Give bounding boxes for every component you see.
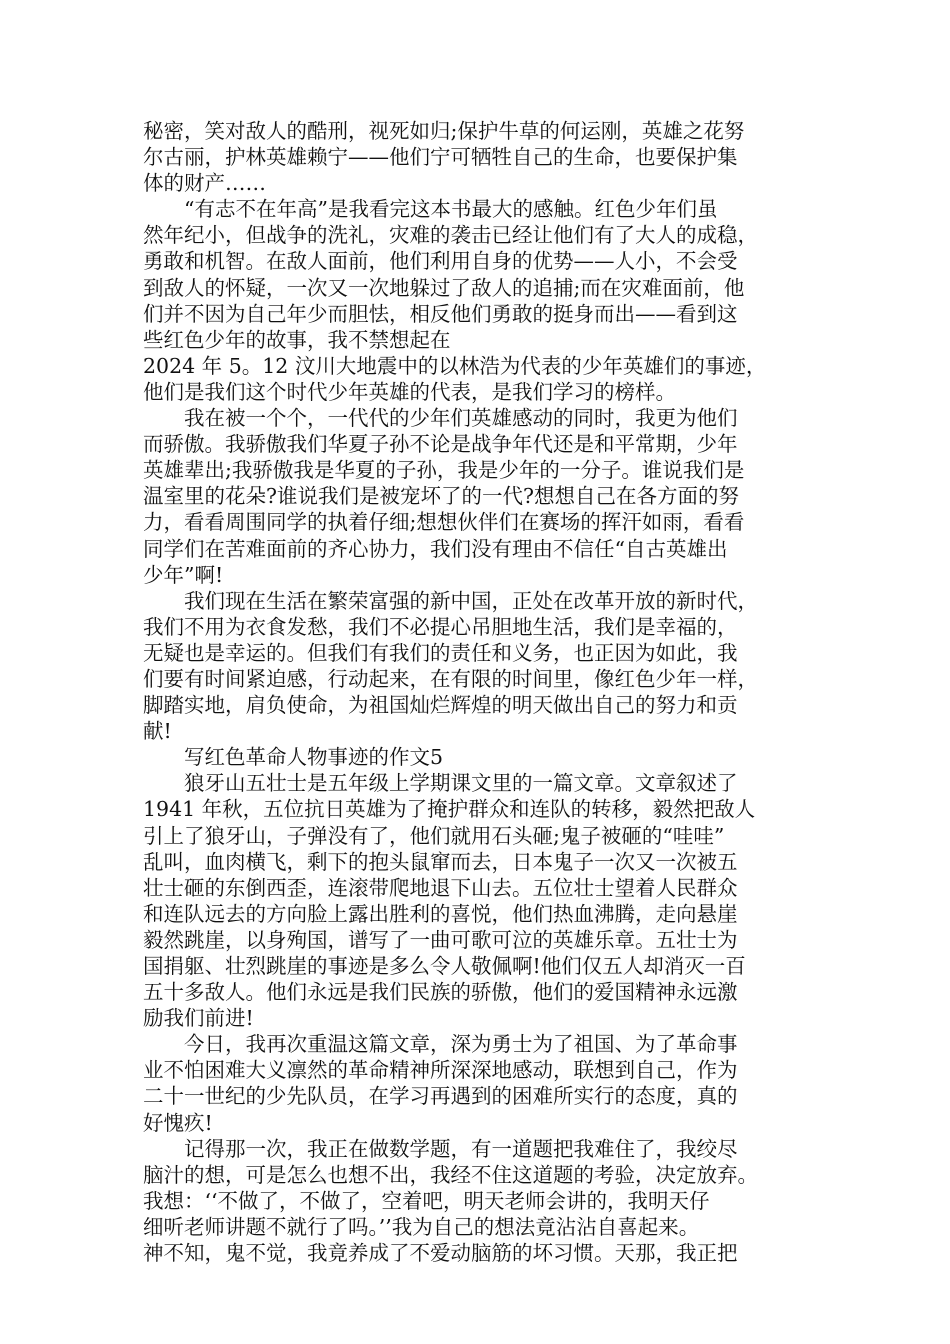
heading-line: 写红色革命人物事迹的作文5 bbox=[143, 745, 444, 770]
text-line: 我在被一个个，一代代的少年们英雄感动的同时，我更为他们 bbox=[143, 406, 738, 431]
text-line: 好愧疚! bbox=[143, 1110, 213, 1135]
text-line: 而骄傲。我骄傲我们华夏子孙不论是战争年代还是和平常期，少年 bbox=[143, 432, 738, 457]
text-line: 们并不因为自己年少而胆怯，相反他们勇敢的挺身而出——看到这 bbox=[143, 301, 738, 326]
text-line: 2024 年 5。12 汶川大地震中的以林浩为代表的少年英雄们的事迹， bbox=[143, 353, 767, 378]
paragraph-3 bbox=[143, 405, 829, 588]
text-line: 体的财产…… bbox=[143, 171, 266, 196]
text-line: 和连队远去的方向脸上露出胜利的喜悦，他们热血沸腾，走向悬崖 bbox=[143, 901, 738, 926]
text-line: “有志不在年高”是我看完这本书最大的感触。红色少年们虽 bbox=[143, 197, 718, 222]
text-line: 些红色少年的故事，我不禁想起在 bbox=[143, 327, 451, 352]
text-line: 励我们前进! bbox=[143, 1006, 254, 1031]
text-line: 神不知，鬼不觉，我竟养成了不爱动脑筋的坏习惯。天那，我正把 bbox=[143, 1241, 738, 1266]
text-line: 他们是我们这个时代少年英雄的代表，是我们学习的榜样。 bbox=[143, 379, 676, 404]
text-line: 二十一世纪的少先队员，在学习再遇到的困难所实行的态度，真的 bbox=[143, 1084, 738, 1109]
paragraph-6 bbox=[143, 1031, 829, 1135]
text-line: 无疑也是幸运的。但我们有我们的责任和义务，也正因为如此，我 bbox=[143, 640, 738, 665]
text-line: 乱叫，血肉横飞，剩下的抱头鼠窜而去，日本鬼子一次又一次被五 bbox=[143, 849, 738, 874]
text-line: 业不怕困难大义凛然的革命精神所深深地感动，联想到自己，作为 bbox=[143, 1058, 738, 1083]
text-line: 秘密，笑对敌人的酷刑，视死如归;保护牛草的何运刚，英雄之花努 bbox=[143, 119, 745, 143]
text-line: 我们现在生活在繁荣富强的新中国，正处在改革开放的新时代， bbox=[143, 588, 758, 613]
text-line: 狼牙山五壮士是五年级上学期课文里的一篇文章。文章叙述了 bbox=[143, 771, 738, 796]
paragraph-4 bbox=[143, 588, 829, 745]
paragraph-7 bbox=[143, 1136, 829, 1266]
text-line: 们要有时间紧迫感，行动起来，在有限的时间里，像红色少年一样， bbox=[143, 666, 758, 691]
text-line: 我们不用为衣食发愁，我们不必提心吊胆地生活，我们是幸福的， bbox=[143, 614, 738, 639]
text-line: 国捐躯、壮烈跳崖的事迹是多么令人敬佩啊!他们仅五人却消灭一百 bbox=[143, 954, 746, 978]
section-heading bbox=[143, 744, 829, 770]
paragraph-2 bbox=[143, 196, 829, 405]
text-line: 我想：‘‘不做了，不做了，空着吧，明天老师会讲的，我明天仔 bbox=[143, 1188, 710, 1213]
text-line: 少年”啊! bbox=[143, 562, 224, 587]
text-line: 记得那一次，我正在做数学题，有一道题把我难住了，我绞尽 bbox=[143, 1136, 738, 1161]
text-line: 细听老师讲题不就行了吗。’’我为自己的想法竟沾沾自喜起来。 bbox=[143, 1214, 700, 1239]
paragraph-5 bbox=[143, 770, 829, 1031]
text-line: 今日，我再次重温这篇文章，深为勇士为了祖国、为了革命事 bbox=[143, 1032, 738, 1057]
text-line: 毅然跳崖，以身殉国，谱写了一曲可歌可泣的英雄乐章。五壮士为 bbox=[143, 927, 738, 952]
text-line: 脑汁的想，可是怎么也想不出，我经不住这道题的考验，决定放弃。 bbox=[143, 1162, 758, 1187]
text-line: 献! bbox=[143, 719, 172, 744]
text-line: 壮士砸的东倒西歪，连滚带爬地退下山去。五位壮士望着人民群众 bbox=[143, 875, 738, 900]
text-line: 尔古丽，护林英雄赖宁——他们宁可牺牲自己的生命，也要保护集 bbox=[143, 145, 738, 170]
paragraph-1 bbox=[143, 118, 829, 196]
text-line: 然年纪小，但战争的洗礼，灾难的袭击已经让他们有了大人的成稳， bbox=[143, 223, 758, 248]
text-line: 温室里的花朵?谁说我们是被宠坏了的一代?想想自己在各方面的努 bbox=[143, 484, 739, 509]
text-line: 引上了狼牙山，子弹没有了，他们就用石头砸;鬼子被砸的“哇哇” bbox=[143, 823, 725, 848]
text-line: 同学们在苦难面前的齐心协力，我们没有理由不信任“自古英雄出 bbox=[143, 536, 728, 561]
text-line: 勇敢和机智。在敌人面前，他们利用自身的优势——人小，不会受 bbox=[143, 249, 738, 274]
text-line: 到敌人的怀疑，一次又一次地躲过了敌人的追捕;而在灾难面前，他 bbox=[143, 275, 745, 300]
text-line: 脚踏实地，肩负使命，为祖国灿烂辉煌的明天做出自己的努力和贡 bbox=[143, 693, 738, 718]
text-line: 力，看看周围同学的执着仔细;想想伙伴们在赛场的挥汗如雨，看看 bbox=[143, 510, 745, 535]
document-page bbox=[143, 118, 829, 1266]
text-line: 1941 年秋，五位抗日英雄为了掩护群众和连队的转移，毅然把敌人 bbox=[143, 797, 756, 822]
text-line: 英雄辈出;我骄傲我是华夏的子孙，我是少年的一分子。谁说我们是 bbox=[143, 458, 745, 483]
text-line: 五十多敌人。他们永远是我们民族的骄傲，他们的爱国精神永远激 bbox=[143, 980, 738, 1005]
